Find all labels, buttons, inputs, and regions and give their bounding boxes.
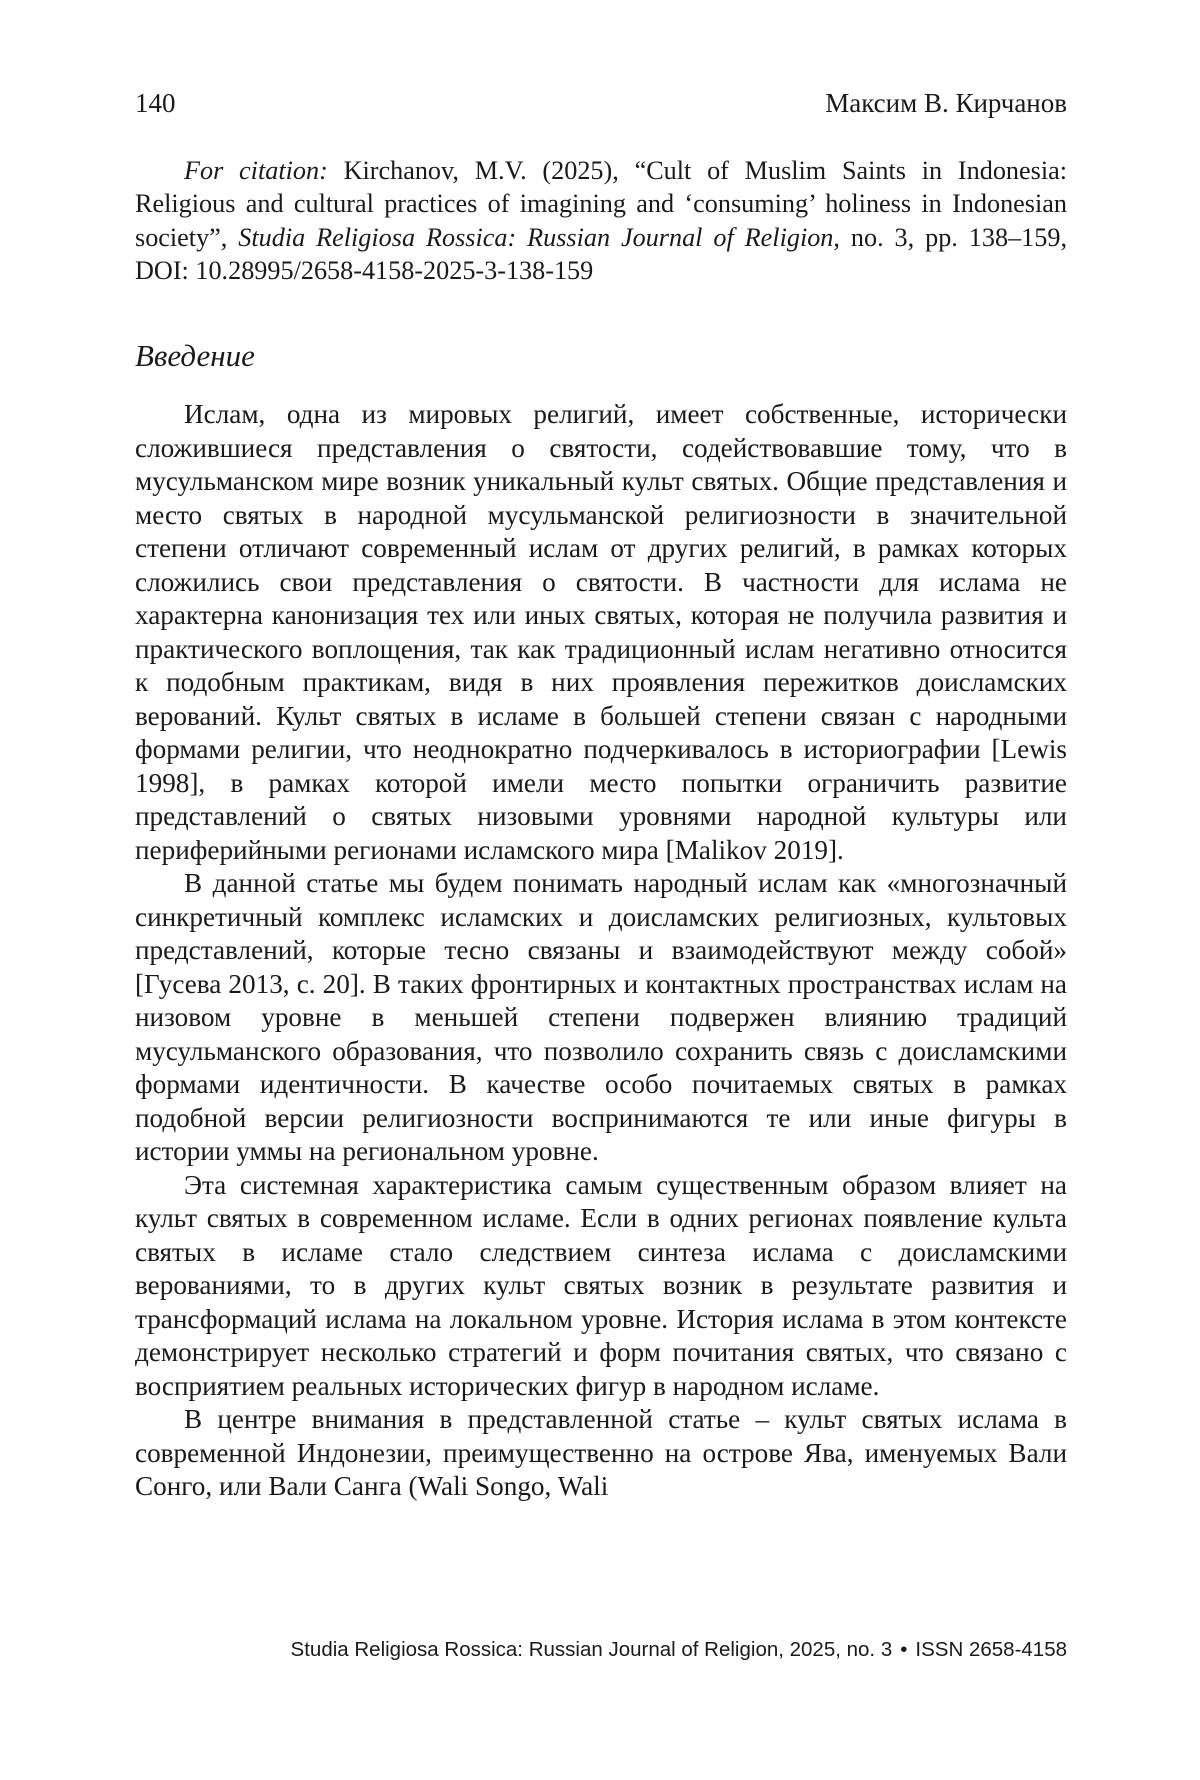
citation-label: For citation: bbox=[184, 156, 328, 185]
citation-details: , no. 3, pp. 138–159, DOI: 10.28995/2658-4158-2025-3-138-159 bbox=[135, 222, 1067, 285]
paragraph: Эта системная характеристика самым существенным образом влияет на культ святых в современном исламе. Если в одних регионах появление культа святых в исламе стало следствием синтеза ислама с доисламскими верованиями, то в других культ святых возник в результате развития и трансформаций ислама на локальном уровне. История ислама в этом контексте демонстрирует несколько стратегий и форм почитания святых, что связано с восприятием реальных исторических фигур в народном исламе. bbox=[135, 1169, 1067, 1401]
running-head bbox=[135, 88, 1067, 128]
section-heading: Введение bbox=[135, 338, 255, 373]
footer-journal: Studia Religiosa Rossica: Russian Journal of Religion, 2025, no. 3 bbox=[290, 1638, 893, 1661]
citation-title: “Cult of Muslim Saints in Indonesia: Religious and cultural practices of imagining and ‘consuming’ holiness in Indonesian society”, bbox=[135, 156, 1067, 252]
citation-text bbox=[135, 154, 1067, 287]
footer-issn: ISSN 2658-4158 bbox=[915, 1638, 1067, 1661]
running-head-author: Максим В. Кирчанов bbox=[825, 88, 1067, 118]
page-number: 140 bbox=[135, 88, 176, 118]
footer-bullet: • bbox=[900, 1638, 908, 1661]
paragraph: В данной статье мы будем понимать народный ислам как «многозначный синкретичный комплекс исламских и доисламских религиозных, культовых представлений, которые тесно связаны и взаимодействуют между собой» [Гусева 2013, с. 20]. В таких фронтирных и контактных пространствах ислам на низовом уровне в меньшей степени подвержен влиянию традиций мусульманского образования, что позволило сохранить связь с доисламскими формами идентичности. В качестве особо почитаемых святых в рамках подобной версии религиозности воспринимаются те или иные фигуры в истории уммы на региональном уровне. bbox=[135, 868, 1067, 1166]
paragraph: В центре внимания в представленной статье – культ святых ислама в современной Индонезии, преимущественно на острове Ява, именуемых Вали Сонго, или Вали Санга (Wali Songo, Wali bbox=[135, 1404, 1067, 1501]
citation-block bbox=[135, 154, 1067, 287]
citation-authors: Kirchanov, M.V. (2025), bbox=[327, 156, 635, 185]
paragraph: Ислам, одна из мировых религий, имеет собственные, исторически сложившиеся представления о святости, содействовавшие тому, что в мусульманском мире возник уникальный культ святых. Общие представления и место святых в народной мусульманской религиозности в значительной степени отличают современный ислам от других религий, в рамках которых сложились свои представления о святости. В частности для ислама не характерна канонизация тех или иных святых, которая не получила развития и практического воплощения, так как традиционный ислам негативно относится к подобным практикам, видя в них проявления пережитков доисламских верований. Культ святых в исламе в большей степени связан с народными формами религии, что неоднократно подчеркивалось в историографии [Lewis 1998], в рамках которой имели место попытки ограничить развитие представлений о святых низовыми уровнями народной культуры или периферийными регионами исламского мира [Malikov 2019]. bbox=[135, 399, 1067, 865]
page-footer bbox=[291, 1638, 1067, 1662]
citation-journal: Studia Religiosa Rossica: Russian Journal of Religion bbox=[238, 222, 834, 252]
article-body bbox=[135, 398, 1067, 1504]
